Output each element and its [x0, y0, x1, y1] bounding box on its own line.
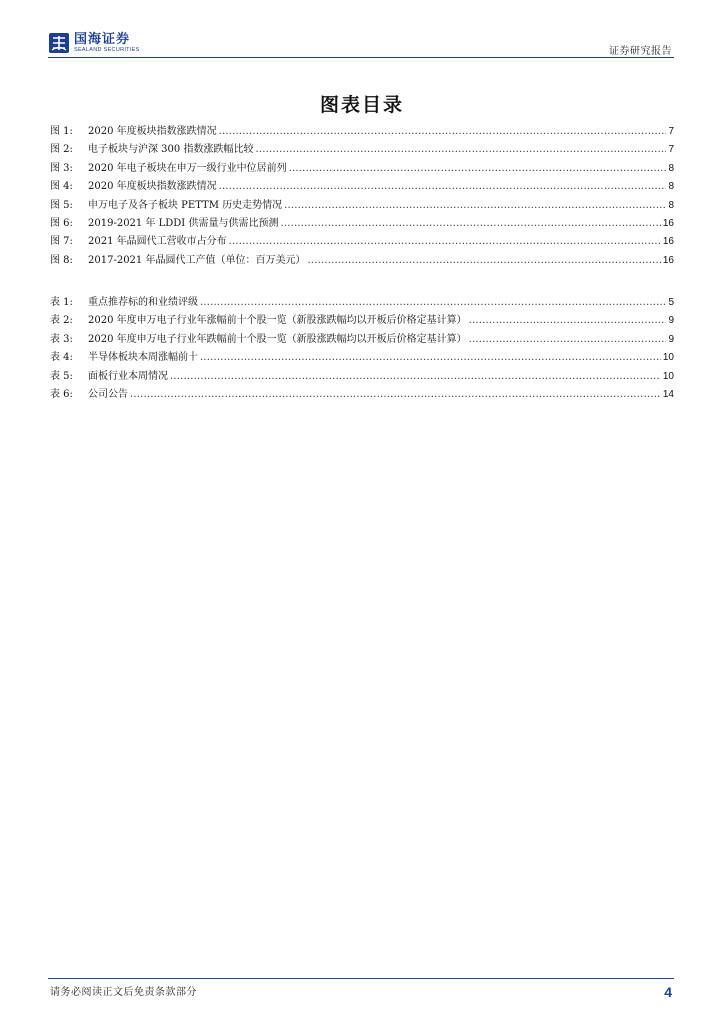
figure-entry-page: 8: [668, 199, 674, 211]
figure-entry-label: 图 7:: [50, 236, 73, 248]
figure-entry-page: 16: [662, 254, 674, 266]
figure-entry-title: 2017-2021 年晶圆代工产值（单位：百万美元）: [88, 254, 306, 266]
company-logo: [48, 32, 140, 54]
table-entry-label: 表 4:: [50, 352, 73, 364]
dot-leader: [307, 255, 660, 266]
footer-divider: [48, 978, 674, 979]
figure-entry-page: 8: [668, 181, 674, 193]
page-header: [48, 30, 674, 58]
table-entry-page: 10: [662, 352, 674, 364]
table-entry-page: 14: [662, 388, 674, 400]
figure-entry-page: 7: [668, 126, 674, 137]
sealand-logo-icon: [48, 32, 70, 54]
figure-entry[interactable]: [50, 122, 674, 140]
figure-entry-label: 图 3:: [50, 162, 73, 174]
table-entry-label: 表 5:: [50, 370, 73, 382]
tables-index: [50, 293, 674, 403]
table-entry[interactable]: [50, 385, 674, 403]
table-entry[interactable]: [50, 311, 674, 329]
dot-leader: [219, 126, 667, 137]
figure-entry[interactable]: [50, 214, 674, 232]
table-entry-page: 9: [668, 315, 674, 327]
table-entry-page: 9: [668, 333, 674, 345]
figure-entry-page: 8: [668, 162, 674, 174]
figure-entry-label: 图 6:: [50, 217, 73, 229]
figure-entry-title: 2019-2021 年 LDDI 供需量与供需比预测: [88, 217, 279, 229]
dot-leader: [469, 315, 667, 326]
table-entry-title: 公司公告: [88, 388, 128, 400]
dot-leader: [170, 371, 661, 382]
dot-leader: [130, 389, 661, 400]
report-type-label: 证券研究报告: [609, 46, 672, 57]
table-entry[interactable]: [50, 293, 674, 311]
figure-entry-title: 2021 年晶圆代工营收市占分布: [88, 236, 227, 248]
table-entry-page: 5: [668, 297, 674, 308]
table-entry-label: 表 1:: [50, 297, 73, 308]
table-entry[interactable]: [50, 367, 674, 385]
table-entry-title: 2020 年度申万电子行业年涨幅前十个股一览（新股涨跌幅均以开板后价格定基计算）: [88, 315, 467, 327]
figure-entry-title: 2020 年电子板块在申万一级行业中位居前列: [88, 162, 287, 174]
dot-leader: [200, 352, 661, 363]
dot-leader: [219, 181, 667, 192]
table-entry[interactable]: [50, 348, 674, 366]
figure-entry-label: 图 5:: [50, 199, 73, 211]
figure-entry-title: 2020 年度板块指数涨跌情况: [88, 126, 217, 137]
figure-entry[interactable]: [50, 251, 674, 269]
table-entry[interactable]: [50, 330, 674, 348]
figure-entry[interactable]: [50, 177, 674, 195]
dot-leader: [284, 200, 666, 211]
dot-leader: [289, 163, 667, 174]
footer-disclaimer: 请务必阅读正文后免责条款部分: [50, 987, 197, 998]
figure-entry-label: 图 1:: [50, 126, 73, 137]
figure-entry[interactable]: [50, 196, 674, 214]
dot-leader: [255, 144, 666, 155]
figure-entry-label: 图 4:: [50, 181, 73, 193]
logo-english-name: SEALAND SECURITIES: [74, 46, 140, 53]
figure-entry-title: 电子板块与沪深 300 指数涨跌幅比较: [88, 144, 254, 156]
figure-entry-page: 16: [662, 217, 674, 229]
table-entry-label: 表 3:: [50, 333, 73, 345]
figure-entry[interactable]: [50, 140, 674, 158]
dot-leader: [229, 236, 661, 247]
table-entry-title: 重点推荐标的和业绩评级: [88, 297, 198, 308]
figure-entry[interactable]: [50, 232, 674, 250]
figure-entry-page: 7: [668, 144, 674, 156]
dot-leader: [200, 297, 666, 308]
page-number: 4: [664, 984, 672, 1000]
header-divider: [48, 57, 674, 58]
dot-leader: [469, 334, 667, 345]
table-entry-title: 2020 年度申万电子行业年跌幅前十个股一览（新股涨跌幅均以开板后价格定基计算）: [88, 333, 467, 345]
table-entry-label: 表 6:: [50, 388, 73, 400]
table-entry-page: 10: [662, 370, 674, 382]
figures-index: [50, 122, 674, 269]
logo-chinese-name: 国海证券: [74, 31, 131, 47]
figure-entry-label: 图 2:: [50, 144, 73, 156]
dot-leader: [280, 218, 660, 229]
table-entry-title: 面板行业本周情况: [88, 370, 168, 382]
figure-entry-label: 图 8:: [50, 254, 73, 266]
page-title: 图表目录: [319, 94, 404, 116]
figure-entry-title: 2020 年度板块指数涨跌情况: [88, 181, 217, 193]
figure-entry-title: 申万电子及各子板块 PETTM 历史走势情况: [88, 199, 283, 211]
table-entry-label: 表 2:: [50, 315, 73, 327]
figure-entry-page: 16: [662, 236, 674, 248]
table-entry-title: 半导体板块本周涨幅前十: [88, 352, 198, 364]
figure-entry[interactable]: [50, 159, 674, 177]
